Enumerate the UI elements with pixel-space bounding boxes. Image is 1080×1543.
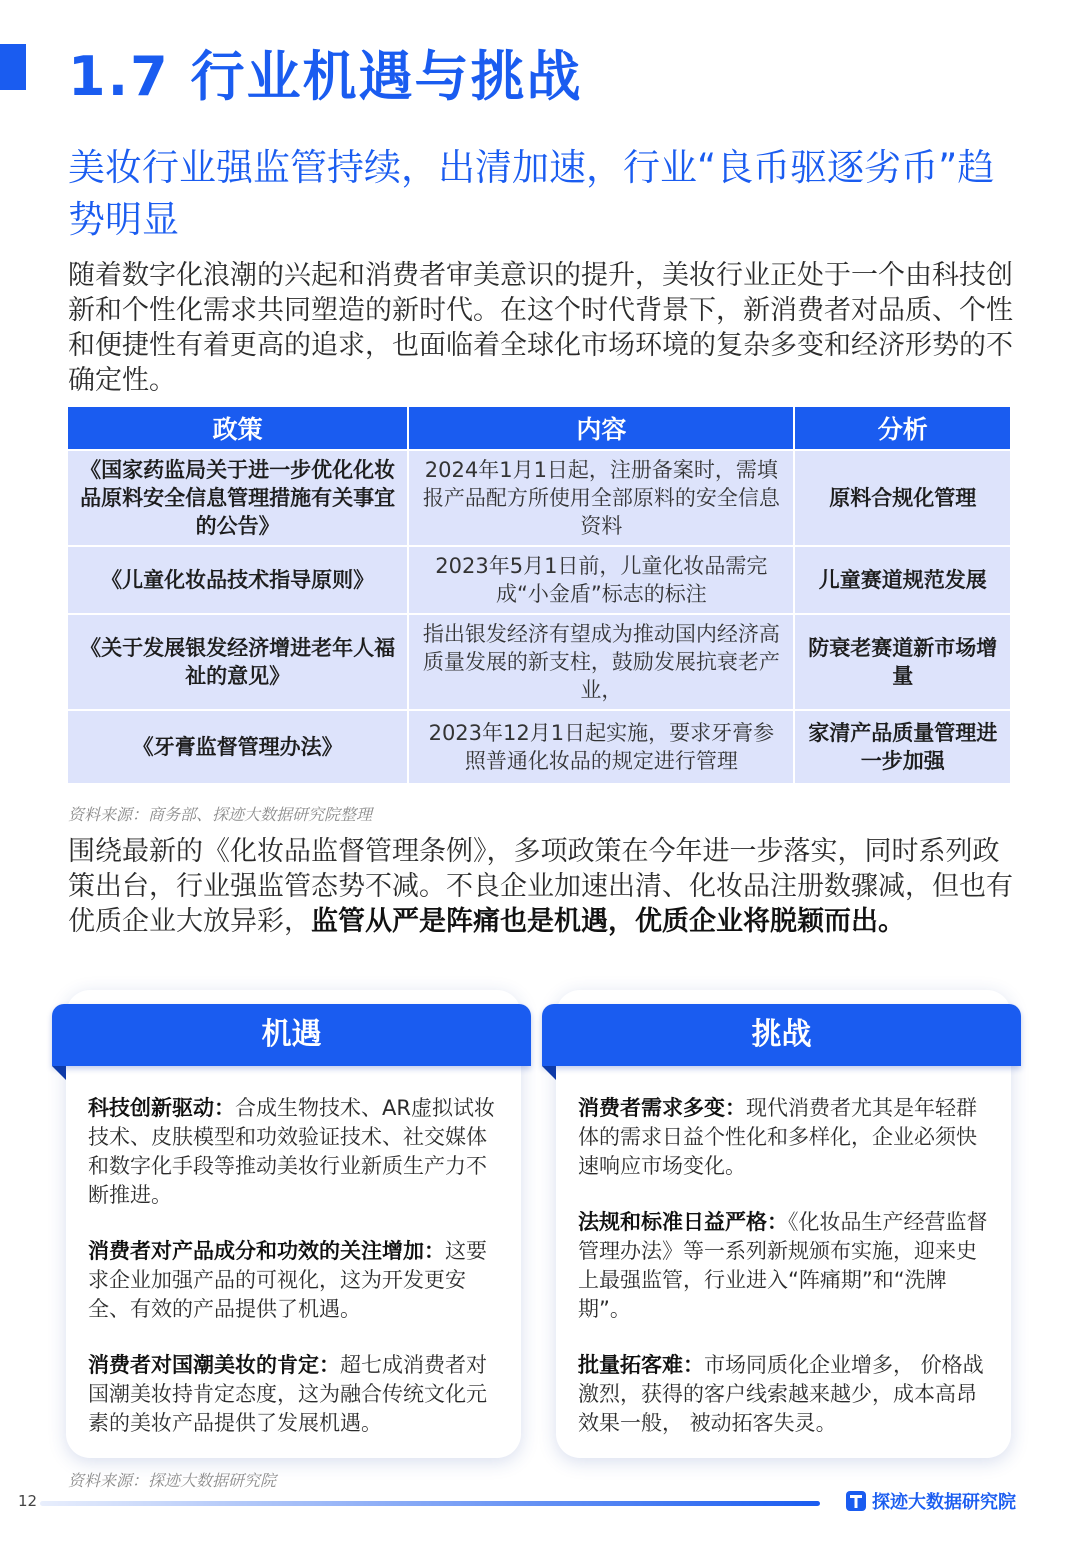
- brand-logo-icon: [846, 1491, 866, 1511]
- table-row: [68, 615, 1010, 709]
- table-row: [68, 711, 1010, 783]
- table-header-row: [68, 407, 1010, 449]
- item-text: 现代消费者尤其是年轻群体的需求日益个性化和多样化，企业必须快速响应市场变化。: [578, 1096, 977, 1178]
- section-subtitle: 美妆行业强监管持续，出清加速，行业“良币驱逐劣币”趋势明显: [68, 146, 995, 241]
- item-text: 《化妆品生产经营监督管理办法》等一系列新规颁布实施，迎来史上最强监管，行业进入“阵痛期”和“洗牌期”。: [578, 1210, 988, 1321]
- item-head: 科技创新驱动：: [88, 1096, 235, 1120]
- opportunity-list: [88, 1094, 501, 1465]
- page-title: 1.7 行业机遇与挑战: [68, 45, 583, 108]
- challenge-card: [556, 990, 1011, 1458]
- list-item: [578, 1094, 991, 1181]
- opportunity-card: [66, 990, 521, 1458]
- summary-paragraph: [68, 834, 1013, 939]
- item-head: 消费者对国潮美妆的肯定：: [88, 1353, 340, 1377]
- table-row: [68, 451, 1010, 545]
- title-accent-bar: [0, 44, 26, 90]
- summary-highlight: 监管从严是阵痛也是机遇，优质企业将脱颖而出。: [311, 906, 905, 937]
- item-text: 超七成消费者对国潮美妆持肯定态度，这为融合传统文化元素的美妆产品提供了发展机遇。: [88, 1353, 487, 1435]
- policy-table: [66, 405, 1012, 785]
- content-cell: 指出银发经济有望成为推动国内经济高质量发展的新支柱，鼓励发展抗衰老产业，: [409, 615, 793, 709]
- list-item: [578, 1208, 991, 1324]
- column-header-analysis: 分析: [795, 407, 1010, 449]
- intro-paragraph: 随着数字化浪潮的兴起和消费者审美意识的提升，美妆行业正处于一个由科技创新和个性化需求共同塑造的新时代。在这个时代背景下，新消费者对品质、个性和便捷性有着更高的追求，也面临着全球化市场环境的复杂多变和经济形势的不确定性。: [68, 260, 1013, 396]
- policy-cell: 《国家药监局关于进一步优化化妆品原料安全信息管理措施有关事宜的公告》: [68, 451, 407, 545]
- policy-cell: 《牙膏监督管理办法》: [68, 711, 407, 783]
- table-row: [68, 547, 1010, 613]
- table-source-note: 资料来源：商务部、探迹大数据研究院整理: [68, 805, 373, 824]
- summary-text: 围绕最新的《化妆品监督管理条例》，多项政策在今年进一步落实，同时系列政策出台，行业强监管态势不减。不良企业加速出清、化妆品注册数骤减，但也有优质企业大放异彩，: [68, 836, 1013, 937]
- page-number: 12: [18, 1492, 38, 1510]
- item-text: 市场同质化企业增多， 价格战 激烈，获得的客户线索越来越少，成本高昂效果一般， 被动拓客失灵。: [578, 1353, 984, 1435]
- ribbon-fold-icon: [542, 1066, 556, 1080]
- brand-name: 探迹大数据研究院: [872, 1492, 1016, 1513]
- footer-brand: [846, 1488, 1016, 1514]
- policy-cell: 《关于发展银发经济增进老年人福祉的意见》: [68, 615, 407, 709]
- analysis-cell: 家清产品质量管理进一步加强: [795, 711, 1010, 783]
- item-text: 这要求企业加强产品的可视化，这为开发更安全、有效的产品提供了机遇。: [88, 1239, 487, 1321]
- content-cell: 2023年5月1日前，儿童化妆品需完成“小金盾”标志的标注: [409, 547, 793, 613]
- item-head: 法规和标准日益严格：: [578, 1210, 788, 1234]
- item-text: 合成生物技术、AR虚拟试妆技术、皮肤模型和功效验证技术、社交媒体和数字化手段等推动美妆行业新质生产力不断推进。: [88, 1096, 495, 1207]
- ribbon-fold-icon: [52, 1066, 66, 1080]
- opportunity-title: 机遇: [261, 1017, 322, 1052]
- list-item: [88, 1237, 501, 1324]
- list-item: [578, 1351, 991, 1438]
- item-head: 消费者对产品成分和功效的关注增加：: [88, 1239, 445, 1263]
- card-source-note: 资料来源：探迹大数据研究院: [68, 1471, 277, 1490]
- item-head: 消费者需求多变：: [578, 1096, 746, 1120]
- opportunity-card-header: [52, 1004, 531, 1066]
- analysis-cell: 原料合规化管理: [795, 451, 1010, 545]
- challenge-card-header: [542, 1004, 1021, 1066]
- column-header-policy: 政策: [68, 407, 407, 449]
- column-header-content: 内容: [409, 407, 793, 449]
- content-cell: 2024年1月1日起，注册备案时，需填报产品配方所使用全部原料的安全信息资料: [409, 451, 793, 545]
- challenge-list: [578, 1094, 991, 1465]
- challenge-title: 挑战: [751, 1017, 812, 1052]
- analysis-cell: 儿童赛道规范发展: [795, 547, 1010, 613]
- list-item: [88, 1351, 501, 1438]
- footer-divider: [40, 1501, 820, 1506]
- policy-cell: 《儿童化妆品技术指导原则》: [68, 547, 407, 613]
- analysis-cell: 防衰老赛道新市场增量: [795, 615, 1010, 709]
- content-cell: 2023年12月1日起实施，要求牙膏参照普通化妆品的规定进行管理: [409, 711, 793, 783]
- item-head: 批量拓客难：: [578, 1353, 704, 1377]
- list-item: [88, 1094, 501, 1210]
